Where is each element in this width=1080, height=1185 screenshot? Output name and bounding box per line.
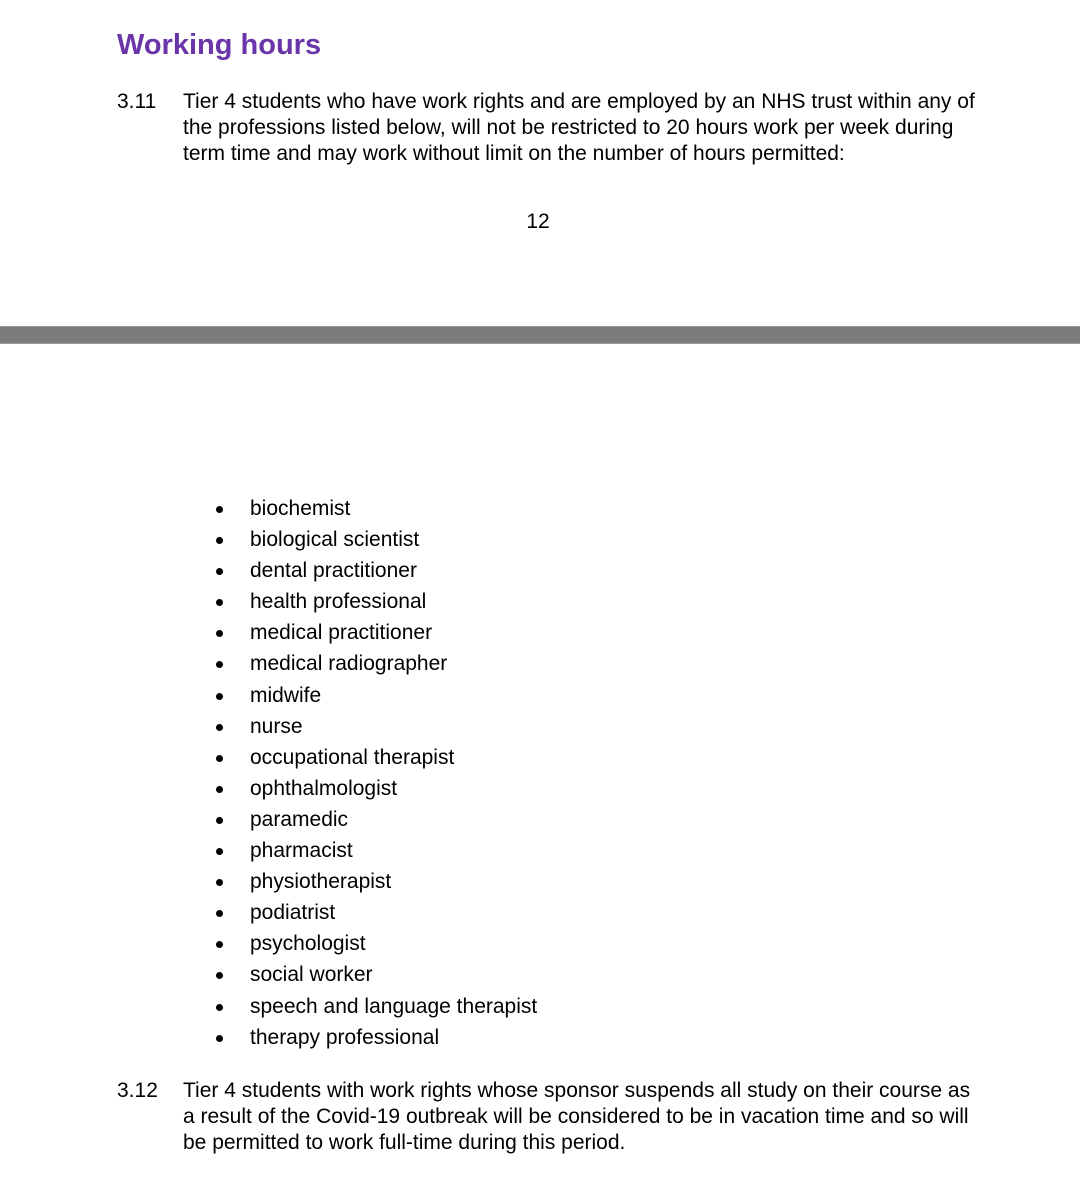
list-item-label: nurse [250, 714, 303, 738]
list-item-label: pharmacist [250, 839, 353, 863]
bullet-icon [216, 693, 223, 700]
list-item-label: medical practitioner [250, 621, 433, 645]
list-item [0, 928, 537, 959]
list-item-label: biochemist [250, 497, 351, 520]
list-item [0, 586, 537, 617]
bullet-icon [216, 599, 223, 606]
list-item [0, 493, 537, 524]
list-item-label: medical radiographer [250, 652, 448, 676]
list-item [0, 897, 537, 928]
bullet-icon [216, 1035, 223, 1042]
list-item-label: biological scientist [250, 528, 420, 552]
list-item-label: midwife [250, 683, 322, 707]
bullet-icon [216, 817, 223, 824]
bullet-icon [216, 879, 223, 886]
list-item-label: physiotherapist [250, 870, 392, 894]
bullet-icon [216, 506, 223, 513]
bullet-icon [216, 537, 223, 544]
paragraph-number: 3.11 [117, 90, 157, 113]
list-item [0, 804, 537, 835]
list-item [0, 680, 537, 711]
paragraph-3-12 [117, 1078, 977, 1156]
list-item-label: therapy professional [250, 1025, 440, 1049]
list-item [0, 835, 537, 866]
list-item [0, 773, 537, 804]
list-item [0, 1022, 537, 1053]
paragraph-number: 3.12 [117, 1079, 158, 1102]
paragraph-text: Tier 4 students with work rights whose sponsor suspends all study on their course as a result of the Covid-19 outbreak will be considered to be in vacation time and so will be permitted to work full-time during this period. [183, 1079, 971, 1154]
list-item [0, 866, 537, 897]
list-item-label: occupational therapist [250, 745, 455, 769]
paragraph-text: Tier 4 students who have work rights and are employed by an NHS trust within any of the professions listed below, will not be restricted to 20 hours work per week during term time and may work without limit on the number of hours permitted: [183, 90, 975, 165]
list-item [0, 742, 537, 773]
page-separator [0, 326, 1080, 344]
list-item-label: ophthalmologist [250, 776, 398, 800]
list-item-label: paramedic [250, 807, 349, 831]
list-item [0, 617, 537, 648]
list-item-label: social worker [250, 963, 373, 987]
list-item [0, 991, 537, 1022]
list-item [0, 648, 537, 679]
professions-list [0, 493, 537, 1053]
list-item [0, 524, 537, 555]
page-number: 12 [526, 210, 550, 233]
bullet-icon [216, 568, 223, 575]
list-item-label: speech and language therapist [250, 994, 538, 1018]
list-item [0, 959, 537, 990]
bullet-icon [216, 661, 223, 668]
list-item [0, 555, 537, 586]
bullet-icon [216, 910, 223, 917]
list-item-label: health professional [250, 590, 427, 614]
bullet-icon [216, 972, 223, 979]
list-item-label: psychologist [250, 932, 366, 956]
list-item [0, 711, 537, 742]
bullet-icon [216, 1004, 223, 1011]
paragraph-3-11 [117, 89, 977, 167]
list-item-label: dental practitioner [250, 559, 417, 583]
list-item-label: podiatrist [250, 901, 336, 925]
bullet-icon [216, 941, 223, 948]
bullet-icon [216, 786, 223, 793]
bullet-icon [216, 630, 223, 637]
section-heading: Working hours [117, 29, 322, 61]
bullet-icon [216, 848, 223, 855]
bullet-icon [216, 724, 223, 731]
bullet-icon [216, 755, 223, 762]
